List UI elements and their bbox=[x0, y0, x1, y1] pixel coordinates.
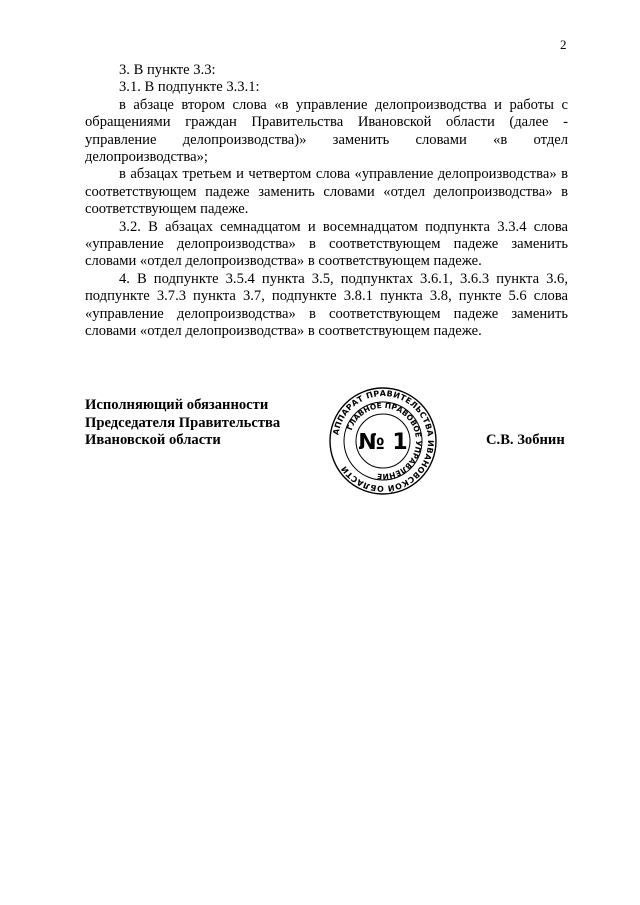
paragraph: 3.2. В абзацах семнадцатом и восемнадцатом подпункта 3.3.4 слова «управление делопроизводства» в соответствующем падеже заменить словами «отдел делопроизводства» в соответствующем падеже. bbox=[85, 218, 568, 270]
document-body bbox=[85, 62, 568, 341]
paragraph: 3.1. В подпункте 3.3.1: bbox=[119, 79, 260, 96]
paragraph: в абзаце втором слова «в управление делопроизводства и работы с обращениями граждан Правительства Ивановской области (далее - управление делопроизводства)» заменить словами «в отдел делопроизводства»; bbox=[85, 96, 568, 166]
position-line: Исполняющий обязанности bbox=[85, 397, 269, 413]
page-number: 2 bbox=[560, 37, 567, 52]
position-line: Ивановской области bbox=[85, 432, 221, 449]
signatory-name: С.В. Зобнин bbox=[486, 432, 565, 448]
paragraph: 3. В пункте 3.3: bbox=[119, 62, 216, 78]
paragraph: 4. В подпункте 3.5.4 пункта 3.5, подпунктах 3.6.1, 3.6.3 пункта 3.6, подпункте 3.7.3 пункта 3.7, подпункте 3.8.1 пункта 3.8, пункте 5.6 слова «управление делопроизводства» в соответствующем падеже заменить словами «отдел делопроизводства» в соответствующем падеже. bbox=[85, 270, 568, 340]
seal-inner-text: ГЛАВНОЕ ПРАВОВОЕ УПРАВЛЕНИЕ bbox=[345, 400, 424, 482]
paragraph: в абзацах третьем и четвертом слова «управление делопроизводства» в соответствующем падеже заменить словами «отдел делопроизводства» в соответствующем падеже. bbox=[85, 166, 568, 218]
seal-outer-text: АППАРАТ ПРАВИТЕЛЬСТВА ИВАНОВСКОЙ ОБЛАСТИ bbox=[331, 388, 436, 494]
official-seal bbox=[328, 386, 438, 496]
position-line: Председателя Правительства bbox=[85, 414, 281, 431]
seal-number: № 1 bbox=[358, 430, 408, 455]
signatory-position bbox=[85, 397, 280, 450]
